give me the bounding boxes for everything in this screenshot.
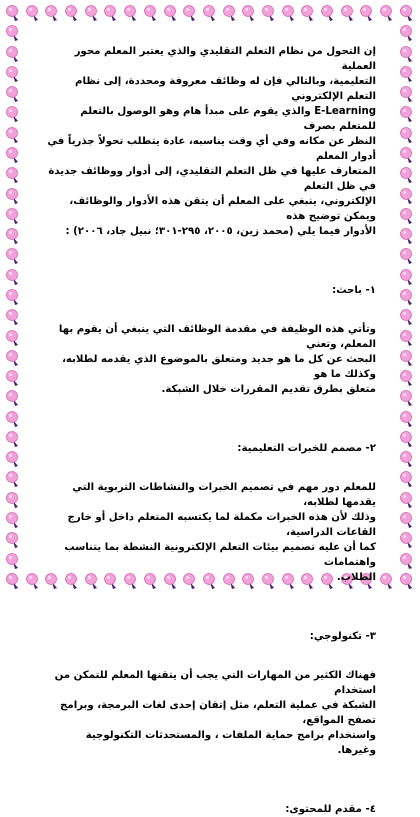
text-line bbox=[44, 104, 376, 134]
text-line: المتعارف عليها في ظل التعلم التقليدي، إلى أدوار ووظائف جديدة في ظل التعلم bbox=[48, 166, 376, 192]
pom-pom-icon bbox=[4, 552, 22, 570]
intro-paragraph bbox=[44, 44, 376, 239]
pom-pom-icon bbox=[398, 369, 416, 387]
pom-pom-icon bbox=[4, 146, 22, 164]
pom-pom-icon bbox=[398, 349, 416, 367]
pom-pom-icon bbox=[398, 85, 416, 103]
pom-pom-icon bbox=[4, 166, 22, 184]
pom-pom-icon bbox=[398, 45, 416, 63]
pom-pom-icon bbox=[398, 187, 416, 205]
pom-pom-icon bbox=[201, 4, 219, 22]
document-body bbox=[44, 44, 376, 815]
text-line: التعليمية، وبالتالي فإن له وظائف معروفة ومحددة، إلى نظام التعلم الإلكتروني bbox=[74, 76, 376, 102]
pom-pom-icon bbox=[4, 126, 22, 144]
pom-pom-icon bbox=[4, 85, 22, 103]
pom-pom-icon bbox=[240, 4, 258, 22]
pom-pom-icon bbox=[398, 470, 416, 488]
section-2-paragraph bbox=[44, 480, 376, 585]
pom-pom-icon bbox=[4, 329, 22, 347]
text-line: النظر عن مكانه وفي أي وقت يناسبه، عادة يتطلب تحولاً جذرياً في أدوار المعلم bbox=[47, 136, 376, 162]
text-line: وذلك لأن هذه الخبرات مكملة لما يكتسبه المتعلم داخل أو خارج القاعات الدراسية، bbox=[67, 512, 376, 538]
text-line: متعلق بطرق تقديم المقررات خلال الشبكة. bbox=[161, 384, 376, 395]
pom-pom-icon bbox=[398, 511, 416, 529]
pom-pom-icon bbox=[398, 227, 416, 245]
pom-pom-icon bbox=[398, 126, 416, 144]
text-line: الشبكة في عملية التعلم، مثل إتقان إحدى لغات البرمجة، وبرامج تصفح المواقع، bbox=[60, 700, 376, 726]
latin-term: E-Learning bbox=[314, 106, 376, 117]
pom-pom-icon bbox=[221, 4, 239, 22]
pom-pom-icon bbox=[4, 369, 22, 387]
pom-pom-icon bbox=[4, 268, 22, 286]
pom-pom-icon bbox=[398, 24, 416, 42]
pom-pom-icon bbox=[398, 531, 416, 549]
text-span: والذي يقوم على مبدأ هام وهو الوصول بالتعلم للمتعلم بصرف bbox=[80, 106, 376, 132]
pom-pom-icon bbox=[4, 227, 22, 245]
pom-pom-icon bbox=[398, 389, 416, 407]
pom-pom-icon bbox=[102, 4, 120, 22]
pom-pom-icon bbox=[4, 247, 22, 265]
pom-pom-icon bbox=[398, 268, 416, 286]
section-1-paragraph bbox=[44, 322, 376, 397]
pom-pom-icon bbox=[4, 410, 22, 428]
pom-pom-icon bbox=[24, 572, 42, 590]
section-3-paragraph bbox=[44, 668, 376, 758]
text-line: كما أن عليه تصميم بيئات التعلم الإلكترونية النشطة بما يتناسب واهتمامات bbox=[64, 542, 376, 568]
pom-pom-icon bbox=[4, 491, 22, 509]
pom-pom-icon bbox=[181, 4, 199, 22]
pom-pom-icon bbox=[378, 4, 396, 22]
pom-pom-icon bbox=[398, 450, 416, 468]
pom-pom-icon bbox=[4, 531, 22, 549]
pom-pom-icon bbox=[4, 349, 22, 367]
pom-pom-icon bbox=[4, 207, 22, 225]
text-line: البحث عن كل ما هو جديد ومتعلق بالموضوع الذي يقدمه لطلابه، وكذلك ما هو bbox=[62, 354, 376, 380]
pom-pom-icon bbox=[83, 4, 101, 22]
pom-pom-icon bbox=[4, 450, 22, 468]
pom-pom-icon bbox=[4, 4, 22, 22]
text-line: وتأتي هذه الوظيفة في مقدمة الوظائف التي ينبغي أن يقوم بها المعلم، وتعني bbox=[58, 324, 376, 350]
pom-pom-icon bbox=[4, 187, 22, 205]
pom-pom-icon bbox=[339, 4, 357, 22]
pom-pom-icon bbox=[398, 552, 416, 570]
pom-pom-icon bbox=[4, 105, 22, 123]
pom-pom-icon bbox=[398, 288, 416, 306]
section-heading-4: ٤- مقدم للمحتوى: bbox=[285, 804, 376, 815]
pom-pom-icon bbox=[63, 4, 81, 22]
pom-pom-icon bbox=[398, 308, 416, 326]
pom-pom-icon bbox=[43, 4, 61, 22]
pom-pom-icon bbox=[4, 288, 22, 306]
pom-pom-icon bbox=[142, 4, 160, 22]
pom-pom-icon bbox=[4, 572, 22, 590]
pom-pom-icon bbox=[4, 511, 22, 529]
decorative-border-right bbox=[396, 4, 418, 590]
pom-pom-icon bbox=[398, 207, 416, 225]
section-heading-1: ١- باحث: bbox=[332, 285, 376, 296]
section-heading-2: ٢- مصمم للخبرات التعليمية: bbox=[237, 443, 376, 454]
pom-pom-icon bbox=[358, 4, 376, 22]
text-line: الطلاب. bbox=[336, 572, 376, 583]
pom-pom-icon bbox=[398, 166, 416, 184]
text-line: فهناك الكثير من المهارات التي يجب أن يتقنها المعلم للتمكن من استخدام bbox=[54, 670, 376, 696]
pom-pom-icon bbox=[319, 4, 337, 22]
section-heading-3: ٣- تكنولوجي: bbox=[309, 631, 376, 642]
pom-pom-icon bbox=[4, 45, 22, 63]
pom-pom-icon bbox=[398, 572, 416, 590]
pom-pom-icon bbox=[398, 410, 416, 428]
decorative-border-left bbox=[2, 4, 24, 590]
pom-pom-icon bbox=[122, 4, 140, 22]
pom-pom-icon bbox=[378, 572, 396, 590]
text-line: الإلكتروني، ينبغي على المعلم أن يتقن هذه الأدوار والوظائف، ويمكن توضيح هذه bbox=[69, 196, 376, 222]
pom-pom-icon bbox=[4, 470, 22, 488]
pom-pom-icon bbox=[4, 430, 22, 448]
pom-pom-icon bbox=[398, 491, 416, 509]
pom-pom-icon bbox=[4, 389, 22, 407]
pom-pom-icon bbox=[398, 430, 416, 448]
pom-pom-icon bbox=[280, 4, 298, 22]
pom-pom-icon bbox=[398, 65, 416, 83]
pom-pom-icon bbox=[4, 24, 22, 42]
text-line: للمعلم دور مهم في تصميم الخبرات والنشاطات التربوية التي يقدمها لطلابه، bbox=[72, 482, 376, 508]
pom-pom-icon bbox=[260, 4, 278, 22]
text-line: الأدوار فيما يلي (محمد زين، ٢٠٠٥، ٢٩٥-٣٠١؛ نبيل جاد، ٢٠٠٦) : bbox=[65, 226, 376, 237]
pom-pom-icon bbox=[398, 329, 416, 347]
pom-pom-icon bbox=[398, 4, 416, 22]
decorative-border-top bbox=[4, 2, 416, 24]
pom-pom-icon bbox=[4, 308, 22, 326]
pom-pom-icon bbox=[398, 247, 416, 265]
pom-pom-icon bbox=[398, 146, 416, 164]
pom-pom-icon bbox=[24, 4, 42, 22]
pom-pom-icon bbox=[398, 105, 416, 123]
text-line: واستخدام برامج حماية الملفات ، والمستحدثات التكنولوجية وغيرها. bbox=[85, 730, 376, 756]
pom-pom-icon bbox=[162, 4, 180, 22]
pom-pom-icon bbox=[4, 65, 22, 83]
text-line: إن التحول من نظام التعلم التقليدي والذي يعتبر المعلم محور العملية bbox=[74, 46, 376, 72]
pom-pom-icon bbox=[299, 4, 317, 22]
